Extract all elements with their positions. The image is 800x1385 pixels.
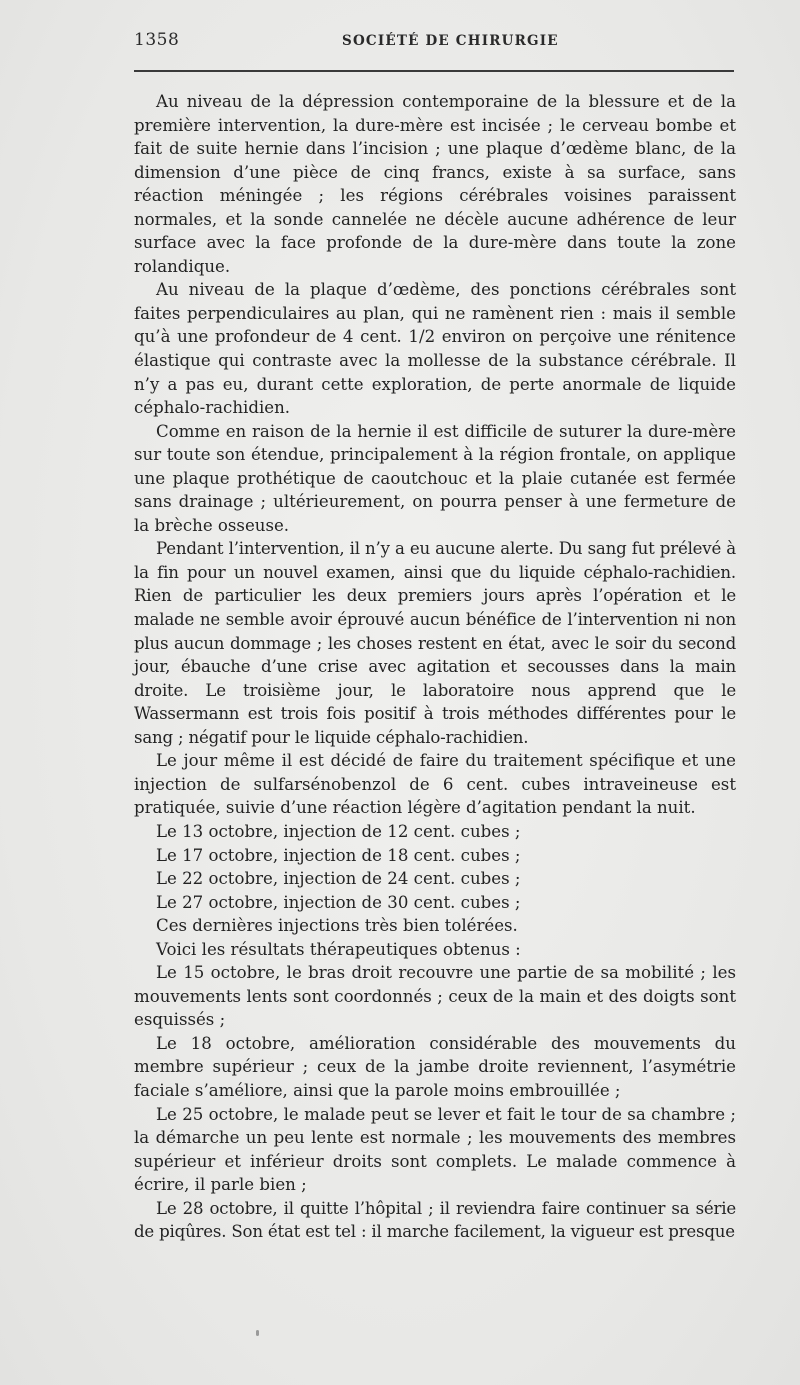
header-rule <box>134 70 734 72</box>
body-text <box>134 90 736 1244</box>
paragraph: Voici les résultats thérapeutiques obtenus : <box>156 939 521 959</box>
paragraph: Au niveau de la dépression contemporaine de la blessure et de la première intervention, la dure-mère est incisée ; le cerveau bombe et fait de suite hernie dans l’incision ; une plaque d’œdème blanc, de la dimension d’une pièce de cinq francs, existe à sa surface, sans réaction méningée ; les régions cérébrales voisines paraissent normales, et la sonde cannelée ne décèle aucune adhérence de leur surface avec la face profonde de la dure-mère dans toute la zone rolandique. <box>134 92 736 276</box>
paragraph: Au niveau de la plaque d’œdème, des ponctions cérébrales sont faites perpendiculaires au plan, qui ne ramènent rien : mais il semble qu’à une profondeur de 4 cent. 1/2 environ on perçoive une rénitence élastique qui contraste avec la mollesse de la substance cérébrale. Il n’y a pas eu, durant cette exploration, de perte anormale de liquide céphalo-rachidien. <box>134 280 736 418</box>
paragraph: Ces dernières injections très bien tolérées. <box>156 916 518 936</box>
paragraph: Le 25 octobre, le malade peut se lever et fait le tour de sa chambre ; la démarche un peu lente est normale ; les mouvements des membres supérieur et inférieur droits sont complets. Le malade commence à écrire, il parle bien ; <box>134 1104 736 1195</box>
list-item: Le 27 octobre, injection de 30 cent. cubes ; <box>156 892 521 912</box>
paragraph: Pendant l’intervention, il n’y a eu aucune alerte. Du sang fut prélevé à la fin pour un nouvel examen, ainsi que du liquide céphalo-rachidien. Rien de particulier les deux premiers jours après l’opération et le malade ne semble avoir éprouvé aucun bénéfice de l’intervention ni non plus aucun dommage ; les choses restent en état, avec le soir du second jour, ébauche d’une crise avec agitation et secousses dans la main droite. Le troisième jour, le laboratoire nous apprend que le Wassermann est trois fois positif à trois méthodes différentes pour le sang ; négatif pour le liquide céphalo-rachidien. <box>134 539 736 747</box>
paragraph: Le jour même il est décidé de faire du traitement spécifique et une injection de sulfarsénobenzol de 6 cent. cubes intraveineuse est pratiquée, suivie d’une réaction légère d’agitation pendant la nuit. <box>134 751 736 818</box>
running-head: SOCIÉTÉ DE CHIRURGIE <box>342 33 559 49</box>
page-header <box>134 30 734 54</box>
paragraph: Le 18 octobre, amélioration considérable des mouvements du membre supérieur ; ceux de la jambe droite reviennent, l’asymétrie faciale s’améliore, ainsi que la parole moins embrouillée ; <box>134 1033 736 1100</box>
list-item: Le 17 octobre, injection de 18 cent. cubes ; <box>156 845 521 865</box>
paragraph: Comme en raison de la hernie il est difficile de suturer la dure-mère sur toute son étendue, principalement à la région frontale, on applique une plaque prothétique de caoutchouc et la plaie cutanée est fermée sans drainage ; ultérieurement, on pourra penser à une fermeture de la brèche osseuse. <box>134 421 736 535</box>
page-number: 1358 <box>134 30 180 50</box>
paragraph: Le 15 octobre, le bras droit recouvre une partie de sa mobilité ; les mouvements lents sont coordonnés ; ceux de la main et des doigts sont esquissés ; <box>134 963 736 1030</box>
list-item: Le 22 octobre, injection de 24 cent. cubes ; <box>156 869 521 889</box>
list-item: Le 13 octobre, injection de 12 cent. cubes ; <box>156 821 521 841</box>
paper-speck <box>256 1330 259 1336</box>
paragraph: Le 28 octobre, il quitte l’hôpital ; il reviendra faire continuer sa série de piqûres. Son état est tel : il marche facilement, la vigueur est presque <box>134 1198 736 1242</box>
